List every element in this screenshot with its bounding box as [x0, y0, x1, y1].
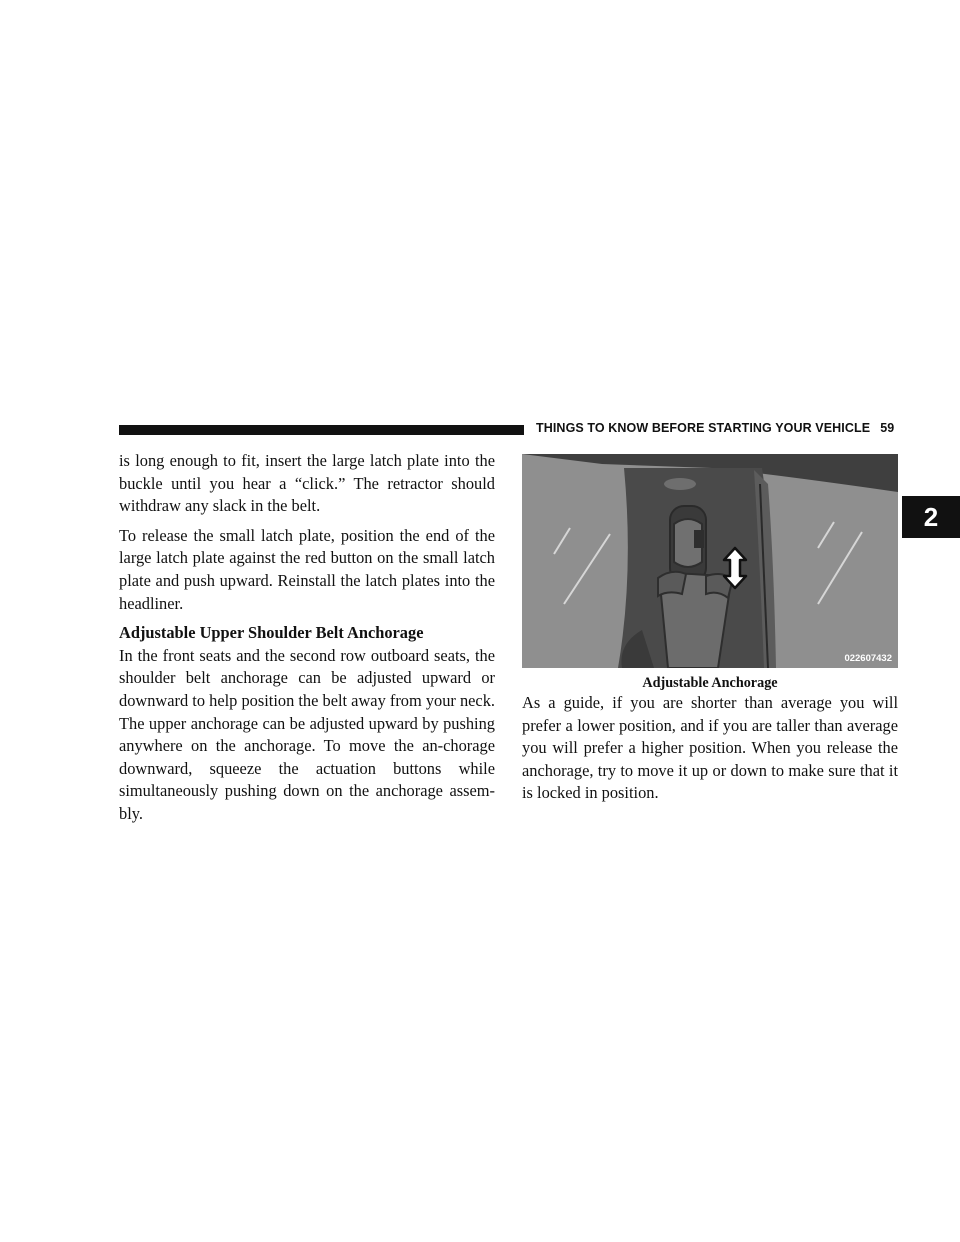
page-number: 59 [880, 421, 895, 435]
body-paragraph: In the front seats and the second row outboard seats, the shoulder belt anchorage can be adjusted upward or downward to help position the belt away from your neck. The upper anchorage can be adjusted upward by pushing anywhere on the anchorage. To move the an-chorage downward, squeeze the actuation buttons while simultaneously pushing down on the anchorage assem-bly. [119, 645, 495, 823]
header-rule [119, 425, 524, 435]
body-paragraph: As a guide, if you are shorter than average you will prefer a lower position, and if you are taller than average you will prefer a higher position. When you release the anchorage, try to move it up or down to make sure that it is locked in position. [522, 693, 898, 803]
anchorage-slot [694, 530, 704, 548]
left-column [119, 450, 495, 833]
section-subheading: Adjustable Upper Shoulder Belt Anchorage [119, 623, 424, 643]
right-column [522, 692, 898, 812]
chapter-number: 2 [923, 501, 939, 532]
chapter-tab [902, 496, 960, 538]
running-header [536, 421, 894, 435]
figure-caption: Adjustable Anchorage [642, 675, 778, 691]
body-paragraph: is long enough to fit, insert the large latch plate into the buckle until you hear a “click.” The retractor should withdraw any slack in the belt. [119, 451, 495, 516]
belt-loop-left [658, 572, 686, 596]
anchorage-drawing [522, 454, 898, 668]
adjustable-anchorage-illustration [522, 454, 898, 668]
body-paragraph: To release the small latch plate, position the end of the large latch plate against the red button on the small latch plate and push upward. Reinstall the latch plates into the headliner. [119, 525, 495, 613]
dome-light [664, 478, 696, 490]
section-title: THINGS TO KNOW BEFORE STARTING YOUR VEHICLE [536, 421, 871, 435]
figure-code: 022607432 [844, 653, 892, 664]
